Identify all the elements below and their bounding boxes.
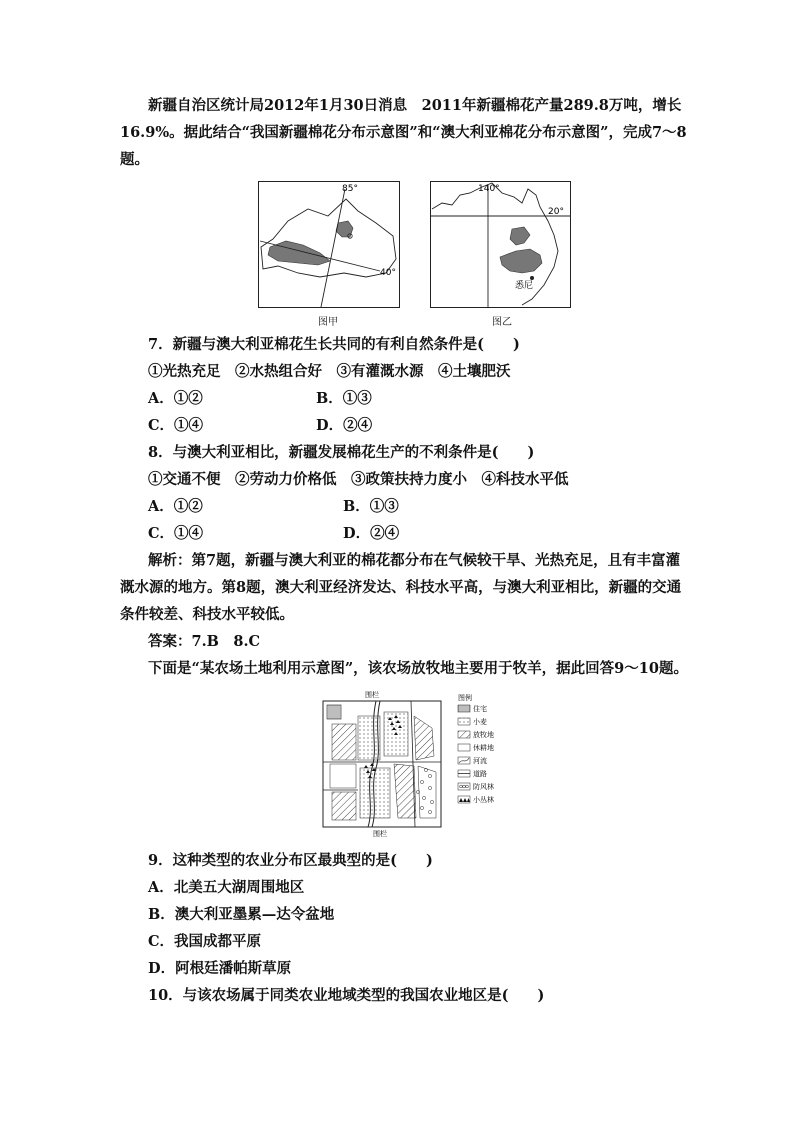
analysis-line-3: 条件较差、科技水平较低。	[120, 606, 294, 623]
intro2-line: 下面是“某农场土地利用示意图”，该农场放牧地主要用于牧羊，据此回答9～10题。	[148, 660, 688, 677]
q7-option-c: C．①④	[148, 417, 204, 434]
farm-top-fence-label: 围栏	[365, 691, 379, 699]
q8-option-c: C．①④	[148, 525, 204, 542]
q9-option-b: B．澳大利亚墨累—达令盆地	[148, 906, 335, 923]
legend-label-pasture: 放牧地	[473, 731, 494, 739]
q8-stem: 8．与澳大利亚相比，新疆发展棉花生产的不利条件是( )	[148, 444, 535, 461]
legend-label-wheat: 小麦	[473, 718, 487, 726]
australia-cotton-map	[430, 181, 571, 311]
map2-city-label: 悉尼	[515, 281, 534, 291]
q10-stem: 10．与该农场属于同类农业地域类型的我国农业地区是( )	[148, 987, 545, 1004]
legend-label-grove: 小丛林	[473, 796, 494, 804]
map2-lat-label: 20°	[548, 207, 564, 217]
q8-option-a: A．①②	[148, 498, 203, 515]
map2-lon-label: 140°	[478, 184, 500, 194]
q8-option-d: D．②④	[343, 525, 400, 542]
legend-label-housing: 住宅	[473, 705, 487, 713]
map2-caption: 图乙	[492, 317, 512, 328]
analysis-line-2: 溉水源的地方。第8题，澳大利亚经济发达、科技水平高，与澳大利亚相比，新疆的交通	[120, 579, 682, 596]
intro-line-2: 16.9%。据此结合“我国新疆棉花分布示意图”和“澳大利亚棉花分布示意图”，完成7～8	[120, 124, 687, 141]
q7-stem: 7．新疆与澳大利亚棉花生长共同的有利自然条件是( )	[148, 336, 520, 353]
legend-label-river: 河流	[473, 757, 487, 765]
q9-option-c: C．我国成都平原	[148, 933, 262, 950]
q8-option-b: B．①③	[343, 498, 399, 515]
q7-items: ①光热充足 ②水热组合好 ③有灌溉水源 ④土壤肥沃	[148, 363, 511, 380]
intro-line-1: 新疆自治区统计局2012年1月30日消息 2011年新疆棉花产量289.8万吨，增长	[148, 97, 682, 114]
legend-label-road: 道路	[473, 770, 487, 778]
answer-line: 答案：7.B 8.C	[148, 633, 261, 650]
analysis-line-1: 解析：第7题，新疆与澳大利亚的棉花都分布在气候较干旱、光热充足，且有丰富灌	[148, 552, 681, 569]
q7-option-b: B．①③	[316, 390, 372, 407]
map1-lat-label: 40°	[380, 268, 396, 278]
q9-option-a: A．北美五大湖周围地区	[148, 879, 305, 896]
map1-caption: 图甲	[318, 317, 338, 328]
q9-option-d: D．阿根廷潘帕斯草原	[148, 960, 292, 977]
xinjiang-cotton-map	[258, 181, 400, 311]
legend-title: 图例	[458, 694, 472, 702]
q9-stem: 9．这种类型的农业分布区最典型的是( )	[148, 852, 433, 869]
q8-items: ①交通不便 ②劳动力价格低 ③政策扶持力度小 ④科技水平低	[148, 471, 569, 488]
legend-label-fallow: 休耕地	[473, 744, 494, 752]
legend-label-windbreak: 防风林	[473, 783, 494, 791]
map1-lon-label: 85°	[342, 184, 358, 194]
q7-option-d: D．②④	[316, 417, 373, 434]
q7-option-a: A．①②	[148, 390, 203, 407]
intro-line-3: 题。	[120, 151, 149, 168]
farm-land-use-diagram	[318, 688, 512, 840]
farm-bottom-fence-label: 围栏	[373, 830, 387, 838]
